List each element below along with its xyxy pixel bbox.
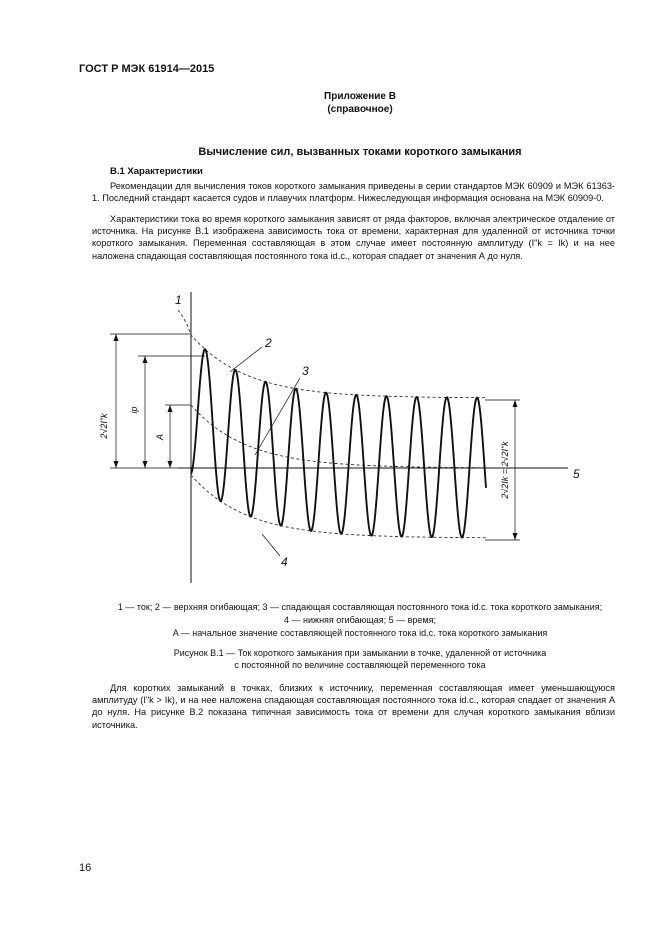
dim-a-label: A <box>155 433 165 441</box>
legend-line-3: A — начальное значение составляющей постоянного тока id.c. тока короткого замыкания <box>172 628 548 638</box>
paragraph-1-text: Рекомендации для вычисления токов короткого замыкания приведены в серии стандартов МЭК 60909 и МЭК 61363-1. Последний стандарт касается судов и плавучих платформ. Нижеследующая информация основана на МЭК 60909-0. <box>92 181 615 204</box>
figure-caption-line-2: с постоянной по величине составляющей переменного тока <box>234 660 486 670</box>
dim-ip-label: ip <box>129 406 139 414</box>
leader-4 <box>262 534 280 556</box>
appendix-title: Приложение В <box>324 91 396 102</box>
label-1-current: 1 <box>175 293 182 307</box>
leader-2 <box>230 347 262 372</box>
label-4-lower-envelope: 4 <box>281 555 288 569</box>
figure-caption-line-1: Рисунок В.1 — Ток короткого замыкания при замыкании в точке, удаленной от источника <box>173 648 547 658</box>
appendix-note: (справочное) <box>327 104 393 115</box>
label-3-dc-component: 3 <box>302 364 309 378</box>
leader-3 <box>255 378 300 455</box>
upper-envelope <box>178 310 486 398</box>
standard-header: ГОСТ Р МЭК 61914—2015 <box>79 63 215 75</box>
label-5-time: 5 <box>573 467 580 481</box>
section-title: Вычисление сил, вызванных токами короткого замыкания <box>198 146 522 158</box>
subsection-title: В.1 Характеристики <box>110 166 203 177</box>
legend-line-2: 4 — нижняя огибающая; 5 — время; <box>284 615 436 625</box>
dim-right-label: 2√2Ik = 2√2I"k <box>500 441 510 499</box>
label-2-upper-envelope: 2 <box>265 336 272 350</box>
paragraph-2-text: Характеристики тока во время короткого замыкания зависят от ряда факторов, включая электрическое отдаление от источника. На рисунке В.1 изображена зависимость тока от времени, характерная для удаленной от источника точки короткого замыкания. Переменная составляющая в этом случае имеет постоянную амплитуду (I"k = Ik) и на нее наложена спадающая составляющая постоянного тока id.c., которая спадает от значения А до нуля. <box>92 214 615 261</box>
dim-left-label: 2√2I"k <box>99 413 109 439</box>
legend-line-1: 1 — ток; 2 — верхняя огибающая; 3 — спадающая составляющая постоянного тока id.c. тока короткого замыкания; <box>117 602 603 612</box>
current-waveform <box>191 349 486 537</box>
paragraph-3-text: Для коротких замыканий в точках, близких к источнику, переменная составляющая имеет уменьшающуюся амплитуду (I"k > Ik), и на нее наложена спадающая составляющая постоянного тока id.c., которая спадает от значения А до нуля. На рисунке В.2 показана типичная зависимость тока от времени для случая короткого замыкания вблизи источника. <box>92 683 615 730</box>
paragraph-3 <box>92 682 615 731</box>
page-number: 16 <box>79 862 92 874</box>
